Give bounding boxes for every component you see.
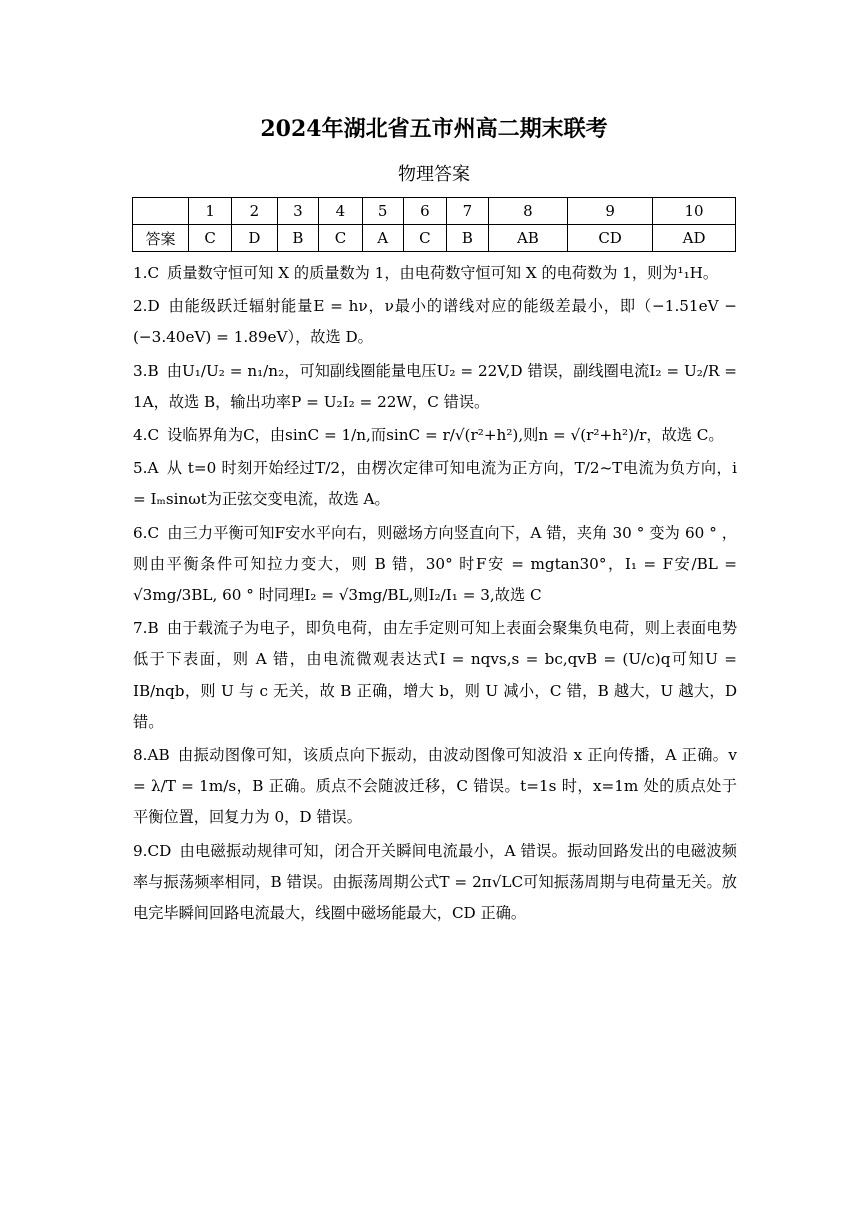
- answer-cell: C: [189, 225, 232, 252]
- question-number: 8: [488, 198, 567, 225]
- solution-text: 由于载流子为电子，即负电荷，由左手定则可知上表面会聚集负电荷，则上表面电势低于下表面，则 A 错，由电流微观表达式I = nqvs,s = bc,qvB = (U/c)q可知U = IB/nqb，则 U 与 c 无关，故 B 正确，增大 b，则 U 减小，C 错，B 越大，U 越大，D 错。: [133, 619, 737, 731]
- answer-cell: A: [362, 225, 403, 252]
- page-subtitle: 物理答案: [398, 164, 470, 185]
- solution-number: 1.C: [133, 264, 160, 282]
- question-number: 3: [277, 198, 319, 225]
- solution-paragraph: [133, 291, 737, 353]
- solution-paragraph: [133, 836, 737, 930]
- solution-text: 由三力平衡可知F安水平向右，则磁场方向竖直向下，A 错，夹角 30 ° 变为 60 ° ，则由平衡条件可知拉力变大，则 B 错，30° 时F安 = mgtan30°，I₁ = F安/BL = √3mg/3BL, 60 ° 时同理I₂ = √3mg/BL,则I₂/I₁ = 3,故选 C: [133, 523, 737, 605]
- solution-number: 7.B: [133, 619, 159, 638]
- answer-table-number-row: [133, 198, 736, 225]
- solution-paragraph: [133, 740, 737, 834]
- question-number: 7: [447, 198, 489, 225]
- page-title: 2024年湖北省五市州高二期末联考: [260, 116, 608, 142]
- solution-text: 设临界角为C，由sinC = 1/n,而sinC = r/√(r²+h²),则n = √(r²+h²)/r，故选 C。: [167, 426, 724, 445]
- question-number: 5: [362, 198, 403, 225]
- answer-cell: C: [403, 225, 446, 252]
- solution-number: 4.C: [133, 426, 160, 445]
- answer-cell: C: [319, 225, 362, 252]
- question-number: 10: [653, 198, 736, 225]
- solution-text: 由U₁/U₂ = n₁/n₂，可知副线圈能量电压U₂ = 22V,D 错误，副线圈电流I₂ = U₂/R = 1A，故选 B，输出功率P = U₂I₂ = 22W，C 错误。: [133, 361, 737, 411]
- solution-number: 5.A: [133, 459, 159, 478]
- question-number: 6: [403, 198, 446, 225]
- solution-text: 由振动图像可知，该质点向下振动，由波动图像可知波沿 x 正向传播，A 正确。v = λ/T = 1m/s，B 正确。质点不会随波迁移，C 错误。t=1s 时，x=1m 处的质点处于平衡位置，回复力为 0，D 错误。: [133, 746, 737, 827]
- solution-paragraph: [133, 258, 737, 289]
- answer-cell: B: [447, 225, 489, 252]
- solution-text: 质量数守恒可知 X 的质量数为 1，由电荷数守恒可知 X 的电荷数为 1，则为¹₁H。: [167, 264, 719, 282]
- answer-cell: AD: [653, 225, 736, 252]
- solution-paragraph: [133, 356, 737, 418]
- question-number: 9: [568, 198, 653, 225]
- question-number: 4: [319, 198, 362, 225]
- solution-number: 3.B: [133, 361, 159, 380]
- solution-text: 由电磁振动规律可知，闭合开关瞬间电流最小，A 错误。振动回路发出的电磁波频率与振荡频率相同，B 错误。由振荡周期公式T = 2π√LC可知振荡周期与电荷量无关。放电完毕瞬间回路电流最大，线圈中磁场能最大，CD 正确。: [133, 841, 737, 923]
- answer-table-answer-row: [133, 225, 736, 252]
- answer-cell: AB: [488, 225, 567, 252]
- solution-paragraph: [133, 453, 737, 515]
- solution-number: 2.D: [133, 297, 160, 316]
- answer-cell: D: [232, 225, 277, 252]
- solution-number: 9.CD: [133, 841, 172, 860]
- solution-paragraph: [133, 420, 737, 451]
- answer-row-label: 答案: [133, 225, 189, 252]
- solution-text: 由能级跃迁辐射能量E = hν，ν最小的谱线对应的能级差最小，即（−1.51eV − (−3.40eV) = 1.89eV），故选 D。: [133, 297, 737, 347]
- solution-paragraph: [133, 518, 737, 612]
- question-number: 1: [189, 198, 232, 225]
- solutions-body: [133, 258, 737, 931]
- solution-paragraph: [133, 613, 737, 738]
- question-number: 2: [232, 198, 277, 225]
- solution-text: 从 t=0 时刻开始经过T/2，由楞次定律可知电流为正方向，T/2~T电流为负方向，i = Iₘsinωt为正弦交变电流，故选 A。: [133, 459, 737, 509]
- answer-table-corner: [133, 198, 189, 225]
- answer-table: [132, 197, 736, 252]
- solution-number: 8.AB: [133, 746, 170, 765]
- answer-cell: CD: [568, 225, 653, 252]
- solution-number: 6.C: [133, 523, 160, 542]
- answer-cell: B: [277, 225, 319, 252]
